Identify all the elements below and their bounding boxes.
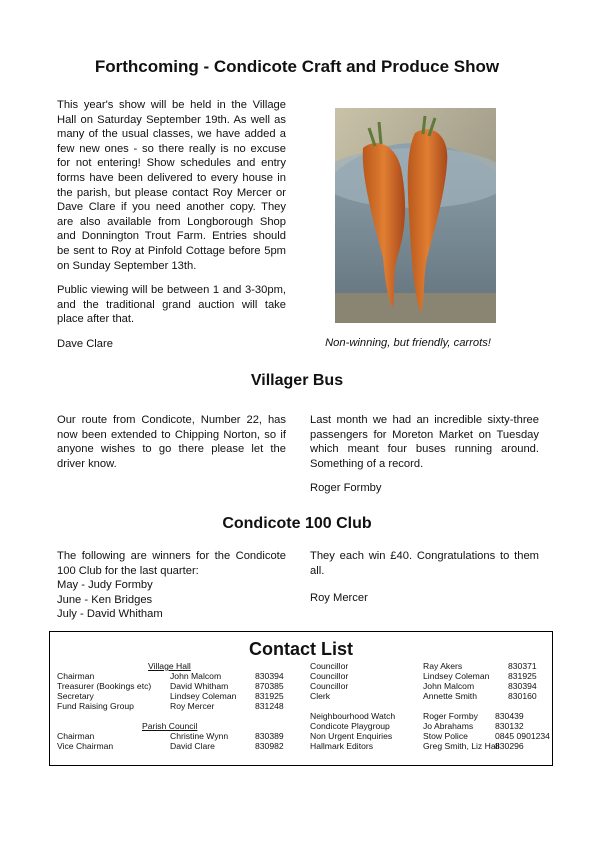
club-winner: July - David Whitham [57, 608, 163, 621]
contact-row [57, 701, 297, 711]
show-article [57, 98, 286, 362]
village-hall-heading: Village Hall [148, 661, 191, 671]
contact-role: Chairman [57, 671, 95, 681]
contact-name: John Malcom [170, 671, 222, 681]
contact-role: Fund Raising Group [57, 701, 134, 711]
contact-phone: 830160 [508, 691, 537, 701]
contact-list-title: Contact List [248, 639, 353, 659]
contact-role: Councillor [310, 681, 349, 691]
contact-row [57, 731, 297, 741]
club-winner: May - Judy Formby [57, 579, 153, 592]
contact-row [57, 671, 297, 681]
contact-phone: 830439 [495, 711, 524, 721]
show-paragraph-2: Public viewing will be between 1 and 3-30pm, and the traditional grand auction will take place after that. [57, 284, 286, 326]
contact-phone: 830389 [255, 731, 284, 741]
carrots-photo [335, 108, 496, 323]
photo-caption: Non-winning, but friendly, carrots! [325, 337, 491, 349]
contact-name: David Clare [170, 741, 215, 751]
contact-name: Roger Formby [423, 711, 478, 721]
contact-row [57, 681, 297, 691]
contact-role: Clerk [310, 691, 331, 701]
contact-list-box [49, 631, 553, 766]
contact-role: Councillor [310, 671, 349, 681]
club-right-column [310, 549, 539, 616]
show-author: Dave Clare [57, 337, 113, 350]
contact-name: Greg Smith, Liz Hall [423, 741, 500, 751]
bus-paragraph-right: Last month we had an incredible sixty-three passengers for Moreton Market on Tuesday which meant four buses running around. Something of a record. [310, 414, 539, 470]
club-winner: June - Ken Bridges [57, 593, 153, 606]
contact-row [57, 691, 297, 701]
contact-role: Non Urgent Enquiries [310, 731, 393, 741]
show-paragraph-1: This year's show will be held in the Village Hall on Saturday September 19th. As well as many of the usual classes, we have added a few new ones - so there really is no excuse for not entering! Show schedules and entry forms have been delivered to every house in the parish, but please contact Roy Mercer or Dave Clare if you need another copy. They are also available from Longborough Shop and Donnington Trout Farm. Entries should be sent to Roy at Pinfold Cottage before 5pm on Sunday September 13th. [57, 99, 286, 272]
contact-phone: 830394 [508, 681, 537, 691]
contact-phone: 830371 [508, 661, 537, 671]
contact-phone: 0845 0901234 [495, 731, 550, 741]
club-author: Roy Mercer [310, 592, 368, 605]
contact-phone: 831925 [508, 671, 537, 681]
contact-role: Secretary [57, 691, 94, 701]
contact-row [310, 691, 550, 701]
contact-phone: 830132 [495, 721, 524, 731]
contact-phone: 830982 [255, 741, 284, 751]
bus-author: Roger Formby [310, 482, 382, 495]
contact-phone: 830296 [495, 741, 524, 751]
contact-row [310, 721, 550, 731]
contact-phone: 831248 [255, 701, 284, 711]
club-intro: The following are winners for the Condicote 100 Club for the last quarter: [57, 550, 286, 577]
contact-role: Councillor [310, 661, 349, 671]
contact-name: Lindsey Coleman [170, 691, 237, 701]
contact-name: David Whitham [170, 681, 229, 691]
contact-name: John Malcom [423, 681, 475, 691]
bus-title: Villager Bus [250, 372, 344, 389]
parish-council-heading: Parish Council [142, 721, 198, 731]
contact-row [310, 671, 550, 681]
bus-left-column [57, 413, 286, 481]
contact-name: Lindsey Coleman [423, 671, 490, 681]
contact-phone: 870385 [255, 681, 284, 691]
bus-right-column [310, 413, 539, 506]
contact-role: Vice Chairman [57, 741, 114, 751]
contact-name: Jo Abrahams [423, 721, 474, 731]
bus-paragraph-left: Our route from Condicote, Number 22, has now been extended to Chipping Norton, so if anyone wishes to go there please let the driver know. [57, 414, 286, 470]
club-paragraph-right: They each win £40. Congratulations to them all. [310, 550, 539, 577]
show-title: Forthcoming - Condicote Craft and Produce Show [94, 57, 500, 76]
contact-name: Annette Smith [423, 691, 477, 701]
contact-row [310, 741, 550, 751]
contact-row [310, 731, 550, 741]
contact-name: Roy Mercer [170, 701, 215, 711]
contact-row [57, 741, 297, 751]
contact-name: Christine Wynn [170, 731, 229, 741]
contact-row [310, 661, 550, 671]
contact-phone: 831925 [255, 691, 284, 701]
contact-role: Treasurer (Bookings etc) [57, 681, 152, 691]
contact-role: Condicote Playgroup [310, 721, 390, 731]
contact-role: Chairman [57, 731, 95, 741]
contact-role: Hallmark Editors [310, 741, 374, 751]
contact-row [310, 681, 550, 691]
club-title: Condicote 100 Club [222, 515, 372, 532]
contact-phone: 830394 [255, 671, 284, 681]
contact-row [310, 711, 550, 721]
club-left-column [57, 549, 286, 622]
contact-role: Neighbourhood Watch [310, 711, 396, 721]
contact-name: Ray Akers [423, 661, 463, 671]
contact-name: Stow Police [423, 731, 468, 741]
